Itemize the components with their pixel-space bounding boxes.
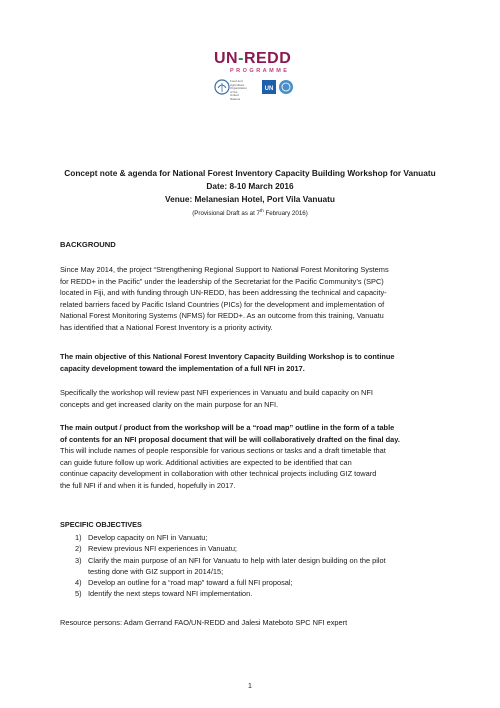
- paragraph-line: The main output / product from the workshop will be a “road map” outline in the form of a table: [60, 423, 395, 432]
- list-item: [60, 543, 450, 554]
- paragraph-line: Specifically the workshop will review past NFI experiences in Vanuatu and build capacity on NFI: [60, 388, 373, 397]
- paragraph-line: for REDD+ in the Pacific” under the leadership of the Secretariat for the Pacific Community’s (SPC): [60, 276, 384, 286]
- logo-title-dash: -: [238, 50, 244, 67]
- objectives-list: [60, 532, 450, 600]
- resource-persons: Resource persons: Adam Gerrand FAO/UN-REDD and Jalesi Mateboto SPC NFI expert: [60, 618, 348, 627]
- main-output-paragraph: [60, 422, 445, 491]
- agency-emblems-icon: [214, 78, 296, 96]
- background-heading: BACKGROUND: [60, 240, 116, 249]
- workshop-scope-paragraph: [60, 387, 445, 410]
- background-paragraph-1: [60, 264, 445, 333]
- document-title: Concept note & agenda for National Forest Inventory Capacity Building Workshop for Vanuatu: [64, 168, 436, 178]
- list-item-text: Identify the next steps toward NFI implementation.: [88, 589, 253, 599]
- logo-title-un: UN: [214, 50, 239, 67]
- paragraph-line: located in Fiji, and with funding through UN-REDD, has been addressing the technical and capacity-: [60, 288, 387, 297]
- paragraph-line: has identified that a National Forest Inventory is a priority activity.: [60, 322, 273, 332]
- list-item-number: 2): [75, 544, 82, 554]
- un-redd-logo: [200, 50, 310, 110]
- logo-programme: PROGRAMME: [230, 68, 290, 74]
- paragraph-line: The main objective of this National Forest Inventory Capacity Building Workshop is to continue: [60, 352, 395, 361]
- main-objective-paragraph: [60, 351, 445, 374]
- logo-title-redd: REDD: [243, 50, 292, 67]
- list-item-text: Review previous NFI experiences in Vanuatu;: [88, 544, 237, 554]
- paragraph-line: related barriers faced by Pacific Island Countries (PICs) for the development and implementation of: [60, 299, 385, 309]
- agency-text: Food and Agriculture Organization of the United Nations: [230, 79, 248, 101]
- list-item: [60, 588, 450, 599]
- logo-title: [214, 50, 291, 68]
- svg-text:UN: UN: [264, 86, 274, 92]
- objectives-heading: SPECIFIC OBJECTIVES: [60, 520, 142, 529]
- paragraph-line: continue capacity development in collaboration with other technical projects including GIZ toward: [60, 469, 377, 478]
- draft-note: [0, 208, 500, 217]
- list-item-text: Develop capacity on NFI in Vanuatu;: [88, 533, 208, 542]
- paragraph-line: National Forest Monitoring Systems (NFMS) for REDD+. As an outcome from this training, Vanuatu: [60, 311, 384, 320]
- list-item-text: Develop an outline for a “road map” toward a full NFI proposal;: [88, 578, 293, 588]
- draft-note-prefix: (Provisional Draft as at 7: [192, 210, 260, 218]
- list-item-text: testing done with GIZ support in 2014/15;: [88, 566, 224, 576]
- list-item-number: 4): [75, 578, 82, 588]
- document-date: Date: 8-10 March 2016: [206, 181, 294, 191]
- list-item-number: 1): [75, 533, 82, 542]
- list-item-number: 3): [75, 555, 82, 565]
- draft-note-suffix: February 2016): [263, 210, 308, 218]
- list-item-text: Clarify the main purpose of an NFI for Vanuatu to help with later design building on the pilot: [88, 555, 386, 565]
- document-venue: Venue: Melanesian Hotel, Port Vila Vanuatu: [165, 194, 335, 204]
- paragraph-line: the full NFI if and when it is funded, hopefully in 2017.: [60, 480, 236, 490]
- paragraph-line: capacity development toward the implementation of a full NFI in 2017.: [60, 363, 305, 373]
- list-item: [60, 532, 450, 543]
- paragraph-line: concepts and get increased clarity on the main purpose for an NFI.: [60, 399, 279, 409]
- list-item-number: 5): [75, 589, 82, 599]
- list-item: [60, 577, 450, 588]
- paragraph-line: Since May 2014, the project “Strengthening Regional Support to National Forest Monitoring Systems: [60, 265, 389, 274]
- paragraph-line: can guide future follow up work. Additional activities are expected to be identified that can: [60, 457, 352, 467]
- page-number: 1: [248, 683, 252, 690]
- draft-note-sup: th: [259, 208, 264, 213]
- paragraph-line: This will include names of people responsible for various sections or tasks and a draft timetable that: [60, 446, 386, 455]
- paragraph-line: of contents for an NFI proposal document that will be will collaboratively drafted on the final day.: [60, 434, 400, 444]
- list-item: [60, 555, 450, 578]
